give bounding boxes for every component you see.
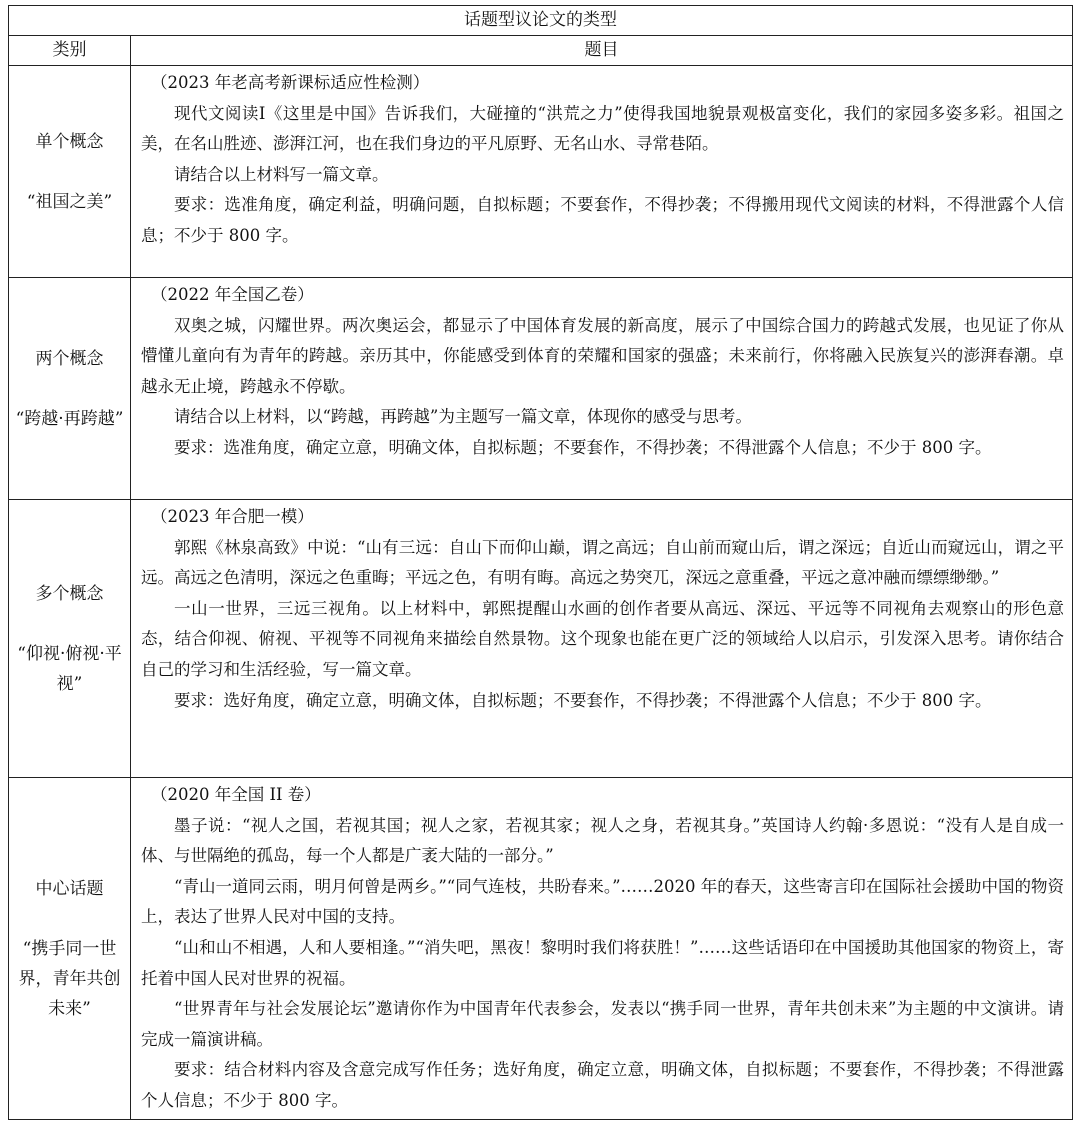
prompt-paragraph: 请结合以上材料写一篇文章。 (174, 164, 389, 184)
category-type: 两个概念 (35, 348, 104, 369)
category-type: 多个概念 (35, 583, 104, 604)
prompt-paragraph: 双奥之城，闪耀世界。两次奥运会，都显示了中国体育发展的新高度，展示了中国综合国力的跨越式发展，也见证了你从懵懂儿童向有为青年的跨越。亲历其中，你能感受到体育的荣耀和国家的强盛；未来前行，你将融入民族复兴的澎湃春潮。卓越永无止境，跨越永不停歇。 (141, 315, 1064, 396)
prompt-paragraph: “山和山不相遇，人和人要相逢。”“消失吧，黑夜！黎明时我们将获胜！”……这些话语印在中国援助其他国家的物资上，寄托着中国人民对世界的祝福。 (141, 937, 1064, 988)
category-cell (9, 66, 131, 278)
category-cell (9, 278, 131, 500)
prompt-source: （2022 年全国乙卷） (151, 285, 314, 304)
category-cell (9, 500, 131, 778)
table-row (9, 500, 1073, 778)
prompt-source: （2023 年合肥一模） (151, 507, 314, 526)
prompt-paragraph: 一山一世界，三远三视角。以上材料中，郭熙提醒山水画的创作者要从高远、深远、平远等不同视角去观察山的形色意态，结合仰视、俯视、平视等不同视角来描绘自然景物。这个现象也能在更广泛的领域给人以启示，引发深入思考。请你结合自己的学习和生活经验，写一篇文章。 (141, 598, 1064, 679)
prompt-paragraph: “世界青年与社会发展论坛”邀请你作为中国青年代表参会，发表以“携手同一世界，青年共创未来”为主题的中文演讲。请完成一篇演讲稿。 (141, 999, 1064, 1049)
header-topic: 题目 (131, 36, 1073, 66)
table-title: 话题型议论文的类型 (9, 6, 1073, 36)
category-type: 中心话题 (35, 878, 104, 899)
category-cell (9, 778, 131, 1120)
prompt-paragraph: 墨子说：“视人之国，若视其国；视人之家，若视其家；视人之身，若视其身。”英国诗人约翰·多恩说：“没有人是自成一体、与世隔绝的孤岛，每一个人都是广袤大陆的一部分。” (141, 815, 1064, 866)
table-header-row (9, 36, 1073, 66)
prompt-source: （2023 年老高考新课标适应性检测） (151, 73, 430, 92)
prompt-requirements: 要求：结合材料内容及含意完成写作任务；选好角度，确定立意，明确文体，自拟标题；不要套作，不得抄袭；不得泄露个人信息；不少于 800 字。 (141, 1060, 1064, 1110)
prompt-requirements: 要求：选准角度，确定立意，明确文体，自拟标题；不要套作，不得抄袭；不得泄露个人信息；不少于 800 字。 (174, 437, 992, 457)
prompt-requirements: 要求：选准角度，确定利益，明确问题，自拟标题；不要套作，不得抄袭；不得搬用现代文阅读的材料，不得泄露个人信息；不少于 800 字。 (141, 195, 1064, 245)
prompt-cell (131, 278, 1073, 500)
essay-types-table (8, 5, 1073, 1120)
category-type: 单个概念 (35, 131, 104, 152)
category-topic: “携手同一世界，青年共创未来” (18, 938, 121, 1019)
prompt-paragraph: “青山一道同云雨，明月何曾是两乡。”“同气连枝，共盼春来。”……2020 年的春天，这些寄言印在国际社会援助中国的物资上，表达了世界人民对中国的支持。 (141, 876, 1064, 927)
prompt-paragraph: 请结合以上材料，以“跨越，再跨越”为主题写一篇文章，体现你的感受与思考。 (174, 407, 752, 427)
prompt-cell (131, 778, 1073, 1120)
prompt-paragraph: 现代文阅读Ⅰ《这里是中国》告诉我们，大碰撞的“洪荒之力”使得我国地貌景观极富变化，我们的家园多姿多彩。祖国之美，在名山胜迹、澎湃江河，也在我们身边的平凡原野、无名山水、寻常巷陌。 (141, 103, 1064, 154)
category-topic: “仰视·俯视·平视” (17, 643, 122, 694)
prompt-paragraph: 郭熙《林泉高致》中说：“山有三远：自山下而仰山巅，谓之高远；自山前而窥山后，谓之深远；自近山而窥远山，谓之平远。高远之色清明，深远之色重晦；平远之色，有明有晦。高远之势突兀，深远之意重叠，平远之意冲融而缥缥缈缈。” (141, 537, 1064, 588)
table-row (9, 778, 1073, 1120)
table-row (9, 278, 1073, 500)
category-topic: “祖国之美” (26, 191, 113, 212)
prompt-requirements: 要求：选好角度，确定立意，明确文体，自拟标题；不要套作，不得抄袭；不得泄露个人信息；不少于 800 字。 (174, 690, 992, 710)
table-title-row (9, 6, 1073, 36)
prompt-cell (131, 66, 1073, 278)
table-row (9, 66, 1073, 278)
header-category: 类别 (9, 36, 131, 66)
category-topic: “跨越·再跨越” (15, 408, 124, 429)
prompt-source: （2020 年全国 II 卷） (151, 785, 321, 804)
prompt-cell (131, 500, 1073, 778)
